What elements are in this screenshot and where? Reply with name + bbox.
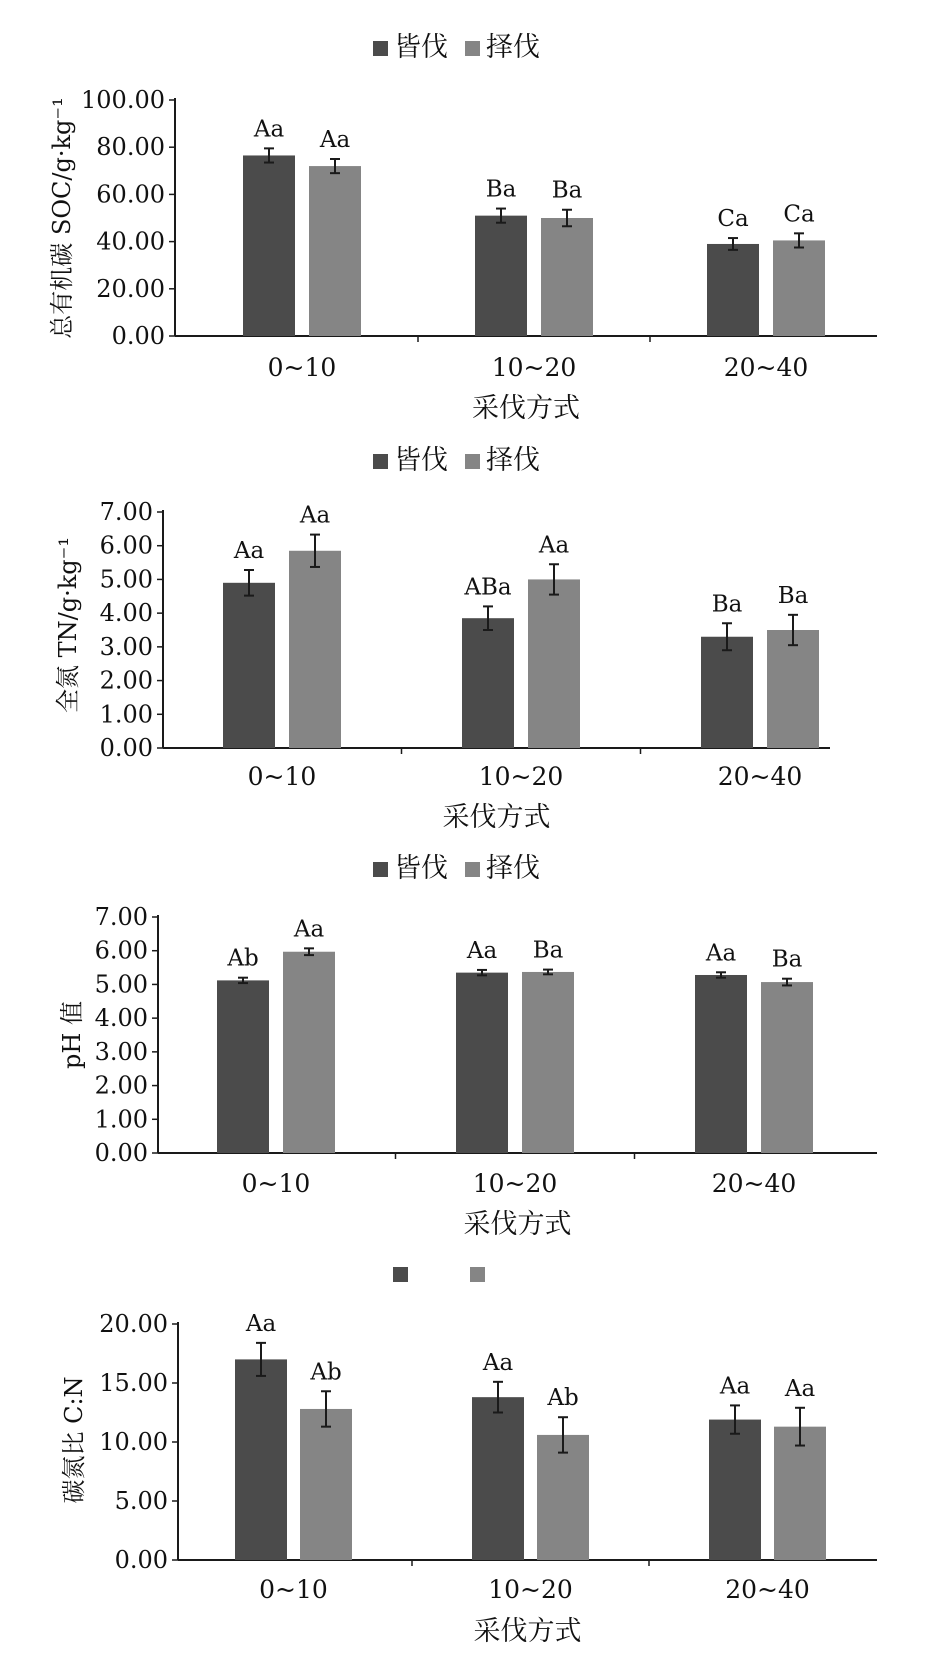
x-tick-label: 20~40: [711, 1169, 797, 1198]
legend-swatch-1: [373, 862, 388, 877]
significance-label: Aa: [293, 916, 325, 943]
bar: [709, 1420, 761, 1560]
y-tick-label: 5.00: [99, 565, 153, 594]
x-tick-label: 0~10: [241, 1169, 311, 1198]
x-axis-title: 采伐方式: [472, 393, 580, 424]
significance-label: Ba: [485, 176, 517, 203]
significance-label: Aa: [466, 937, 498, 964]
x-axis-title: 采伐方式: [463, 1209, 572, 1240]
significance-label: Ca: [717, 206, 749, 233]
bar: [235, 1359, 287, 1560]
x-tick-label: 0~10: [247, 762, 317, 791]
y-tick-label: 0.00: [111, 322, 165, 350]
bar: [462, 618, 514, 748]
significance-label: Aa: [482, 1349, 514, 1376]
significance-label: Ba: [532, 937, 564, 964]
legend-swatch-2: [470, 1267, 485, 1282]
bar: [528, 579, 580, 748]
y-tick-label: 3.00: [94, 1037, 148, 1066]
significance-label: Ab: [310, 1359, 342, 1386]
bar: [309, 166, 361, 336]
bar: [701, 637, 753, 748]
significance-label: ABa: [464, 574, 512, 601]
legend-swatch-1: [373, 454, 388, 469]
bar: [707, 244, 759, 336]
chart-3: [58, 853, 877, 1240]
y-axis-title: pH 值: [58, 1001, 86, 1069]
y-axis-title: 全氮 TN/g·kg⁻¹: [54, 537, 82, 713]
significance-label: Aa: [245, 1310, 277, 1337]
legend-swatch-1: [393, 1267, 408, 1282]
bar: [243, 155, 295, 336]
bar: [773, 240, 825, 336]
chart-4: [60, 1267, 877, 1647]
significance-label: Ca: [783, 201, 815, 228]
significance-label: Ba: [771, 946, 803, 973]
y-tick-label: 100.00: [81, 86, 165, 114]
y-tick-label: 1.00: [99, 700, 153, 729]
y-tick-label: 1.00: [94, 1105, 148, 1134]
y-tick-label: 2.00: [99, 666, 153, 695]
legend-swatch-2: [465, 41, 480, 56]
y-tick-label: 15.00: [99, 1369, 168, 1397]
legend-label-1: 皆伐: [394, 853, 448, 884]
y-tick-label: 7.00: [94, 903, 148, 931]
y-tick-label: 7.00: [99, 498, 153, 526]
legend-swatch-2: [465, 454, 480, 469]
bar: [761, 982, 813, 1153]
bar: [774, 1427, 826, 1560]
y-tick-label: 10.00: [99, 1428, 168, 1456]
legend-label-1: 皆伐: [394, 445, 448, 476]
y-tick-label: 60.00: [96, 180, 165, 209]
significance-label: Ba: [551, 177, 583, 204]
bar: [475, 216, 527, 336]
x-tick-label: 20~40: [725, 1575, 810, 1604]
y-tick-label: 20.00: [99, 1310, 168, 1338]
bar: [537, 1435, 589, 1560]
x-tick-label: 10~20: [472, 1169, 558, 1198]
x-tick-label: 20~40: [717, 762, 803, 791]
bar: [541, 218, 593, 336]
y-tick-label: 80.00: [96, 133, 165, 162]
significance-label: Aa: [319, 127, 351, 153]
x-tick-label: 0~10: [259, 1575, 328, 1604]
x-axis-title: 采伐方式: [473, 1616, 582, 1647]
bar: [289, 551, 341, 748]
y-axis-title: 总有机碳 SOC/g·kg⁻¹: [48, 97, 76, 339]
y-tick-label: 6.00: [94, 936, 148, 965]
significance-label: Aa: [784, 1375, 816, 1402]
y-tick-label: 5.00: [94, 970, 148, 999]
y-tick-label: 0.00: [114, 1546, 168, 1574]
legend-label-2: 择伐: [486, 32, 540, 63]
significance-label: Ab: [227, 945, 259, 972]
legend-label-2: 择伐: [486, 445, 540, 476]
y-tick-label: 40.00: [96, 227, 165, 256]
bar: [472, 1397, 524, 1560]
bar: [767, 630, 819, 748]
bar: [695, 975, 747, 1153]
bar: [456, 973, 508, 1153]
x-tick-label: 10~20: [491, 353, 577, 382]
legend-label-1: 皆伐: [394, 32, 448, 63]
significance-label: Ba: [777, 582, 809, 609]
significance-label: Aa: [253, 116, 285, 143]
x-tick-label: 10~20: [478, 762, 564, 791]
y-tick-label: 4.00: [99, 599, 153, 628]
significance-label: Aa: [719, 1373, 751, 1400]
significance-label: Aa: [705, 940, 737, 967]
y-tick-label: 5.00: [114, 1487, 168, 1515]
y-tick-label: 6.00: [99, 531, 153, 560]
legend-label-2: 择伐: [486, 853, 540, 884]
y-tick-label: 3.00: [99, 632, 153, 661]
x-tick-label: 20~40: [723, 353, 809, 382]
y-tick-label: 20.00: [96, 274, 165, 303]
significance-label: Aa: [538, 532, 570, 559]
x-tick-label: 10~20: [488, 1575, 573, 1604]
bar: [300, 1409, 352, 1560]
significance-label: Ba: [711, 591, 743, 618]
y-tick-label: 4.00: [94, 1004, 148, 1033]
significance-label: Ab: [547, 1385, 579, 1412]
bar: [522, 972, 574, 1153]
y-tick-label: 0.00: [94, 1139, 148, 1167]
bar: [223, 583, 275, 748]
x-tick-label: 0~10: [267, 353, 337, 382]
significance-label: Aa: [233, 537, 265, 564]
significance-label: Aa: [299, 502, 331, 529]
x-axis-title: 采伐方式: [442, 802, 551, 833]
legend-swatch-1: [373, 41, 388, 56]
bar: [217, 980, 269, 1153]
y-tick-label: 0.00: [99, 734, 153, 762]
y-tick-label: 2.00: [94, 1071, 148, 1100]
bar: [283, 952, 335, 1153]
chart-2: [54, 445, 830, 833]
y-axis-title: 碳氮比 C:N: [60, 1376, 88, 1504]
legend-swatch-2: [465, 862, 480, 877]
chart-1: [48, 32, 877, 424]
